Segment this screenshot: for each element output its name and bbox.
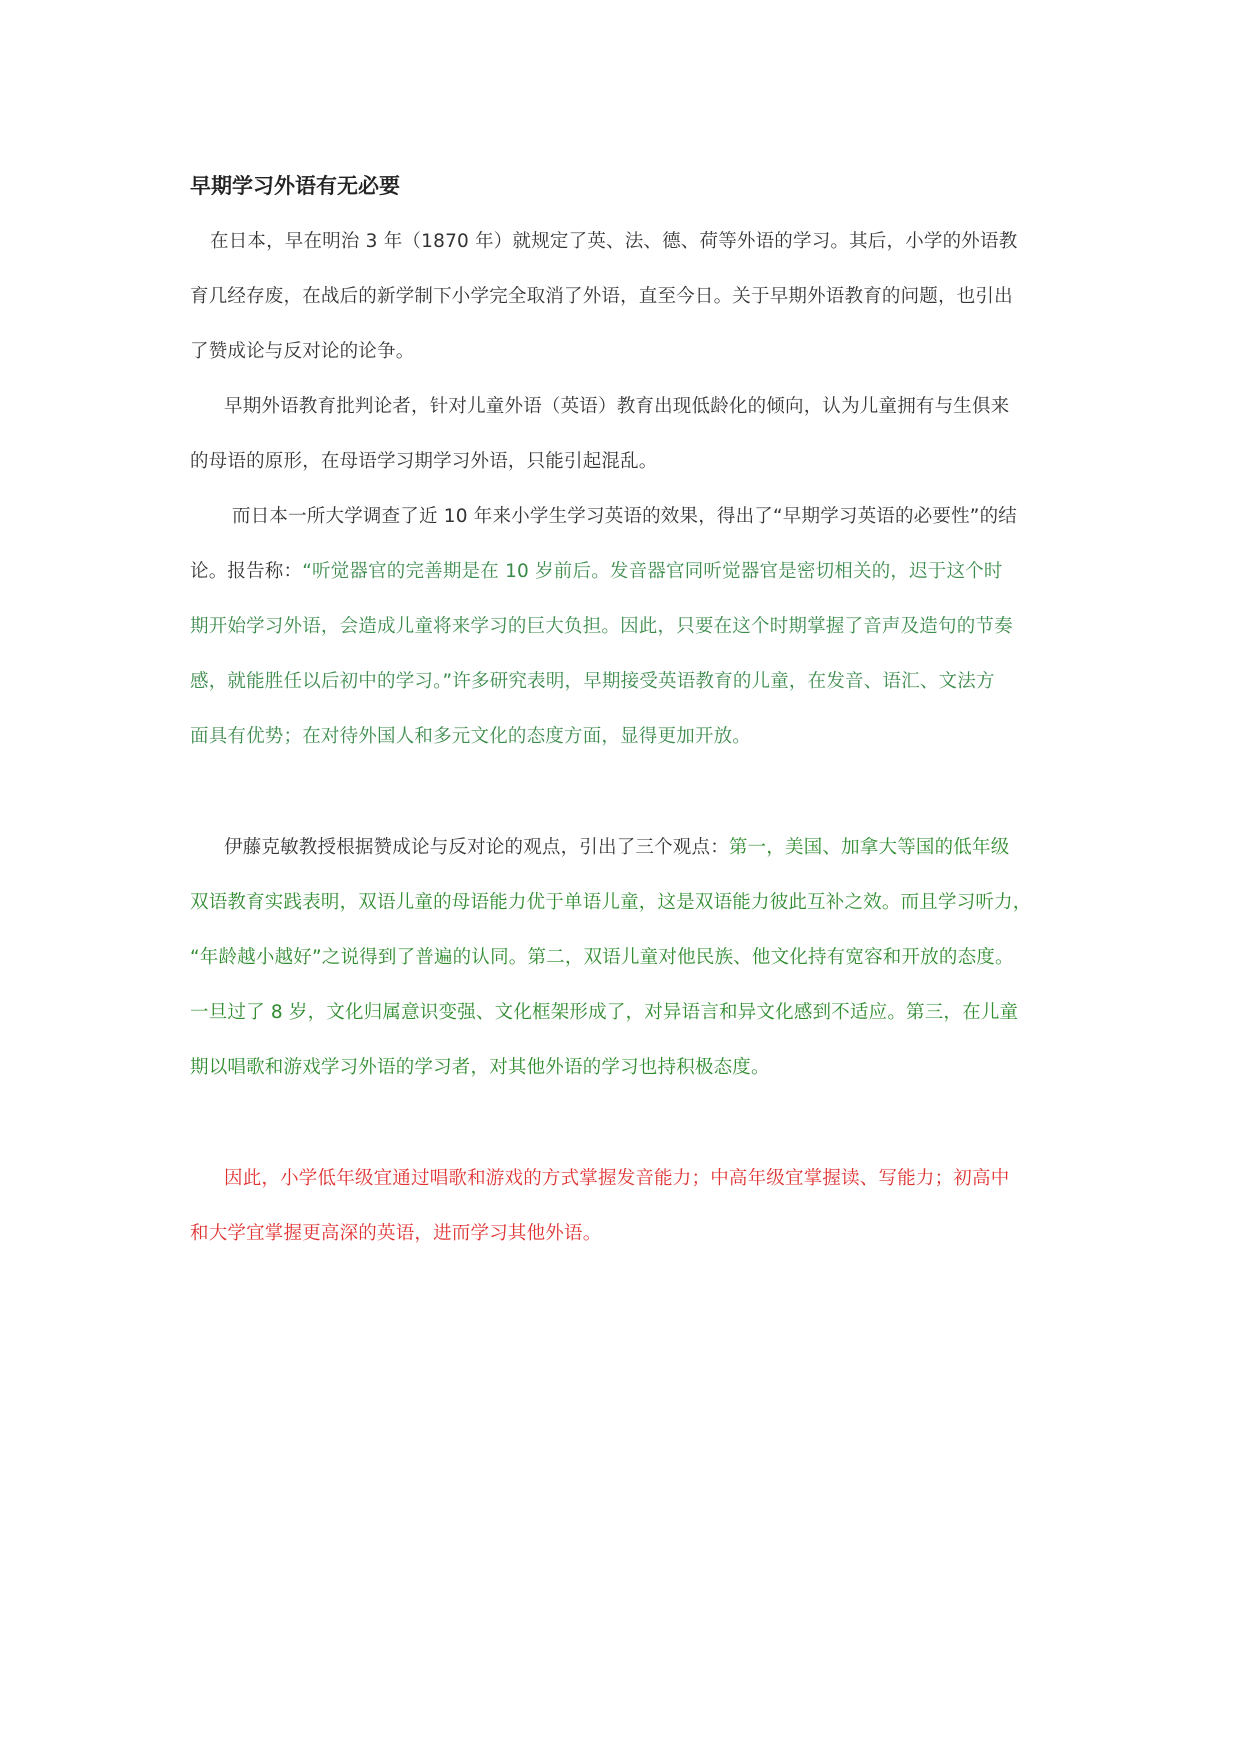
paragraph-line: 双语教育实践表明，双语儿童的母语能力优于单语儿童，这是双语能力彼此互补之效。而且学习听力， (190, 892, 1032, 913)
paragraph-line: 感，就能胜任以后初中的学习。”许多研究表明，早期接受英语教育的儿童，在发音、语汇、文法方 (190, 671, 995, 692)
report-quote: “听觉器官的完善期是在 10 岁前后。发音器官同听觉器官是密切相关的，迟于这个时 (302, 561, 1003, 582)
paragraph-line: 和大学宜掌握更高深的英语，进而学习其他外语。 (190, 1223, 602, 1244)
paragraph-line: 育几经存废，在战后的新学制下小学完全取消了外语，直至今日。关于早期外语教育的问题，也引出 (190, 286, 1013, 307)
paragraph-2 (190, 379, 1060, 489)
paragraph-5 (190, 1151, 1060, 1261)
paragraph-line: 一旦过了 8 岁，文化归属意识变强、文化框架形成了，对异语言和异文化感到不适应。第三，在儿童 (190, 1002, 1019, 1023)
paragraph-line: 了赞成论与反对论的论争。 (190, 341, 415, 362)
paragraph-4 (190, 820, 1060, 1095)
report-lead: 论。报告称： (190, 561, 303, 582)
professor-lead: 伊藤克敏教授根据赞成论与反对论的观点，引出了三个观点： (224, 837, 729, 858)
paragraph-line (190, 820, 1060, 875)
paragraph-3 (190, 489, 1060, 764)
paragraph-line: 期以唱歌和游戏学习外语的学习者，对其他外语的学习也持积极态度。 (190, 1057, 770, 1078)
paragraph-line: 期开始学习外语，会造成儿童将来学习的巨大负担。因此，只要在这个时期掌握了音声及造句的节奏 (190, 616, 1013, 637)
paragraph-line: 在日本，早在明治 3 年（1870 年）就规定了英、法、德、荷等外语的学习。其后，小学的外语教 (210, 231, 1018, 252)
paragraph-line: 的母语的原形，在母语学习期学习外语，只能引起混乱。 (190, 451, 658, 472)
paragraph-line: “年龄越小越好”之说得到了普遍的认同。第二，双语儿童对他民族、他文化持有宽容和开放的态度。 (190, 947, 1014, 968)
paragraph-line: 因此，小学低年级宜通过唱歌和游戏的方式掌握发音能力；中高年级宜掌握读、写能力；初高中 (224, 1168, 1010, 1189)
document-title: 早期学习外语有无必要 (190, 174, 400, 198)
paragraph-1 (190, 214, 1060, 379)
paragraph-line: 而日本一所大学调查了近 10 年来小学生学习英语的效果，得出了“早期学习英语的必要性”的结 (232, 506, 1017, 527)
paragraph-line: 面具有优势；在对待外国人和多元文化的态度方面，显得更加开放。 (190, 726, 752, 747)
point-text: 第一，美国、加拿大等国的低年级 (728, 837, 1010, 858)
paragraph-line (190, 544, 1060, 599)
paragraph-line: 早期外语教育批判论者，针对儿童外语（英语）教育出现低龄化的倾向，认为儿童拥有与生俱来 (224, 396, 1010, 417)
